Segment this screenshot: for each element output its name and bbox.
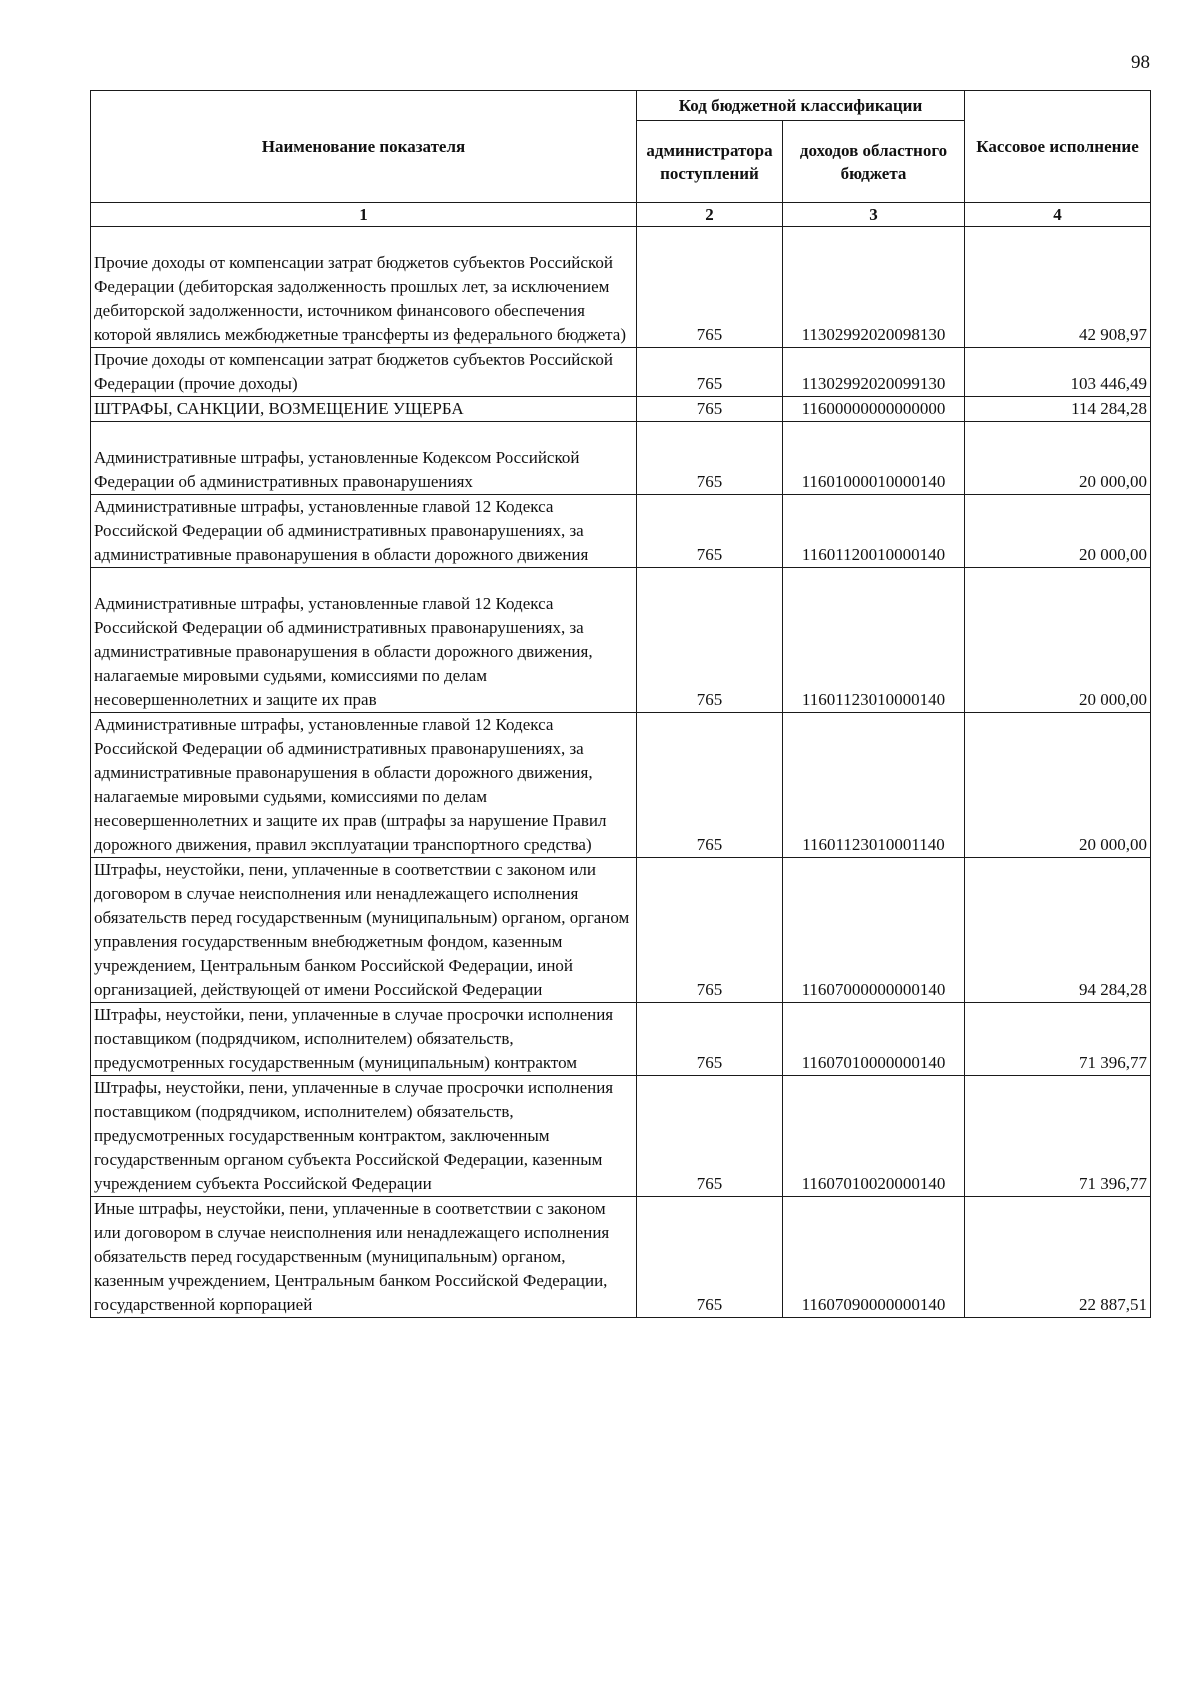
income-code: 11601123010001140 bbox=[783, 713, 965, 858]
indicator-name bbox=[91, 422, 637, 495]
table-row bbox=[91, 568, 1151, 713]
indicator-name bbox=[91, 227, 637, 348]
table-row bbox=[91, 227, 1151, 348]
column-number-row bbox=[91, 203, 1151, 227]
indicator-name: Штрафы, неустойки, пени, уплаченные в случае просрочки исполнения поставщиком (подрядчиком, исполнителем) обязательств, предусмотренных государственным (муниципальным) контрактом bbox=[91, 1003, 637, 1076]
cash-execution-amount: 71 396,77 bbox=[965, 1076, 1151, 1197]
income-code: 11600000000000000 bbox=[783, 397, 965, 422]
cash-execution-amount: 20 000,00 bbox=[965, 422, 1151, 495]
admin-code: 765 bbox=[637, 1003, 783, 1076]
admin-code: 765 bbox=[637, 495, 783, 568]
indicator-name: Штрафы, неустойки, пени, уплаченные в соответствии с законом или договором в случае неисполнения или ненадлежащего исполнения обязательств перед государственным (муниципальным) органом, органом управления государственным внебюджетным фондом, казенным учреждением, Центральным банком Российской Федерации, иной организацией, действующей от имени Российской Федерации bbox=[91, 858, 637, 1003]
income-code: 11601120010000140 bbox=[783, 495, 965, 568]
cash-execution-amount: 71 396,77 bbox=[965, 1003, 1151, 1076]
indicator-name: Штрафы, неустойки, пени, уплаченные в случае просрочки исполнения поставщиком (подрядчиком, исполнителем) обязательств, предусмотренных государственным контрактом, заключенным государственным органом субъекта Российской Федерации, казенным учреждением субъекта Российской Федерации bbox=[91, 1076, 637, 1197]
income-code: 11302992020099130 bbox=[783, 348, 965, 397]
cash-execution-amount: 42 908,97 bbox=[965, 227, 1151, 348]
income-code: 11601123010000140 bbox=[783, 568, 965, 713]
cash-execution-amount: 20 000,00 bbox=[965, 568, 1151, 713]
header-name-column: Наименование показателя bbox=[91, 91, 637, 203]
indicator-name: Административные штрафы, установленные главой 12 Кодекса Российской Федерации об административных правонарушениях, за административные правонарушения в области дорожного движения bbox=[91, 495, 637, 568]
indicator-name-text: Административные штрафы, установленные Кодексом Российской Федерации об административных правонарушениях bbox=[94, 448, 580, 491]
table-body bbox=[91, 227, 1151, 1318]
income-code: 11607010000000140 bbox=[783, 1003, 965, 1076]
cash-execution-amount: 103 446,49 bbox=[965, 348, 1151, 397]
income-code: 11302992020098130 bbox=[783, 227, 965, 348]
admin-code: 765 bbox=[637, 422, 783, 495]
admin-code: 765 bbox=[637, 348, 783, 397]
indicator-name bbox=[91, 568, 637, 713]
income-code: 11607000000000140 bbox=[783, 858, 965, 1003]
admin-code: 765 bbox=[637, 568, 783, 713]
column-number: 4 bbox=[965, 203, 1151, 227]
cash-execution-amount: 20 000,00 bbox=[965, 713, 1151, 858]
page-number: 98 bbox=[1131, 52, 1150, 73]
cash-execution-amount: 20 000,00 bbox=[965, 495, 1151, 568]
admin-code: 765 bbox=[637, 1076, 783, 1197]
table-row bbox=[91, 1197, 1151, 1318]
admin-code: 765 bbox=[637, 1197, 783, 1318]
table-header bbox=[91, 91, 1151, 227]
budget-revenue-table bbox=[90, 90, 1151, 1318]
header-classification-group: Код бюджетной классификации bbox=[637, 91, 965, 121]
table-row bbox=[91, 1076, 1151, 1197]
indicator-name: Прочие доходы от компенсации затрат бюджетов субъектов Российской Федерации (прочие доходы) bbox=[91, 348, 637, 397]
table-row bbox=[91, 858, 1151, 1003]
indicator-name: ШТРАФЫ, САНКЦИИ, ВОЗМЕЩЕНИЕ УЩЕРБА bbox=[91, 397, 637, 422]
table-row bbox=[91, 348, 1151, 397]
income-code: 11607010020000140 bbox=[783, 1076, 965, 1197]
column-number: 3 bbox=[783, 203, 965, 227]
table-row bbox=[91, 713, 1151, 858]
table-row bbox=[91, 495, 1151, 568]
indicator-name: Административные штрафы, установленные главой 12 Кодекса Российской Федерации об административных правонарушениях, за административные правонарушения в области дорожного движения, налагаемые мировыми судьями, комиссиями по делам несовершеннолетних и защите их прав (штрафы за нарушение Правил дорожного движения, правил эксплуатации транспортного средства) bbox=[91, 713, 637, 858]
admin-code: 765 bbox=[637, 858, 783, 1003]
column-number: 2 bbox=[637, 203, 783, 227]
column-number: 1 bbox=[91, 203, 637, 227]
admin-code: 765 bbox=[637, 227, 783, 348]
income-code: 11607090000000140 bbox=[783, 1197, 965, 1318]
cash-execution-amount: 22 887,51 bbox=[965, 1197, 1151, 1318]
admin-code: 765 bbox=[637, 713, 783, 858]
income-code: 11601000010000140 bbox=[783, 422, 965, 495]
cash-execution-amount: 114 284,28 bbox=[965, 397, 1151, 422]
cash-execution-amount: 94 284,28 bbox=[965, 858, 1151, 1003]
header-amount-column: Кассовое исполнение bbox=[965, 91, 1151, 203]
indicator-name-text: Прочие доходы от компенсации затрат бюджетов субъектов Российской Федерации (дебиторская задолженность прошлых лет, за исключением дебиторской задолженности, источником финансового обеспечения которой являлись межбюджетные трансферты из федерального бюджета) bbox=[94, 253, 626, 344]
indicator-name: Иные штрафы, неустойки, пени, уплаченные в соответствии с законом или договором в случае неисполнения или ненадлежащего исполнения обязательств перед государственным (муниципальным) органом, казенным учреждением, Центральным банком Российской Федерации, государственной корпорацией bbox=[91, 1197, 637, 1318]
table-row bbox=[91, 422, 1151, 495]
table-row bbox=[91, 1003, 1151, 1076]
table-row bbox=[91, 397, 1151, 422]
header-admin-column: администратора поступлений bbox=[637, 121, 783, 203]
admin-code: 765 bbox=[637, 397, 783, 422]
header-income-column: доходов областного бюджета bbox=[783, 121, 965, 203]
indicator-name-text: Административные штрафы, установленные главой 12 Кодекса Российской Федерации об административных правонарушениях, за административные правонарушения в области дорожного движения, налагаемые мировыми судьями, комиссиями по делам несовершеннолетних и защите их прав bbox=[94, 594, 593, 709]
